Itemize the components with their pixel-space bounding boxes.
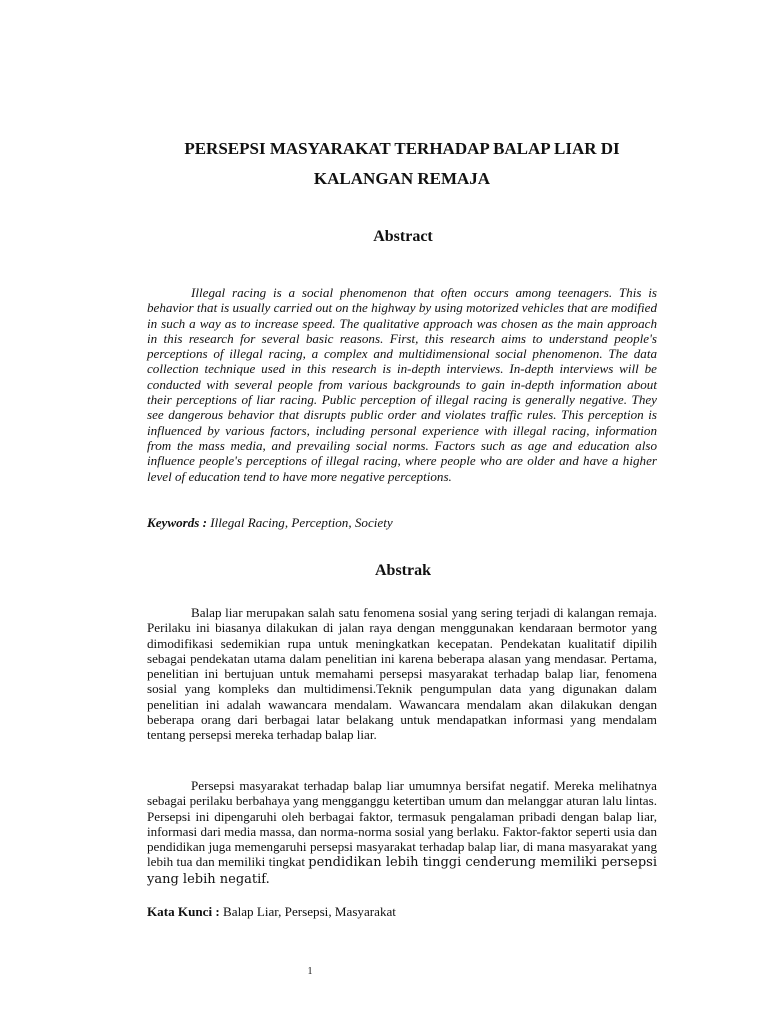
abstrak-paragraph-2	[147, 778, 657, 887]
page-number: 1	[307, 966, 313, 977]
paper-title	[140, 134, 664, 194]
keywords-values: Illegal Racing, Perception, Society	[210, 515, 393, 530]
kata-kunci-values: Balap Liar, Persepsi, Masyarakat	[223, 904, 396, 919]
abstract-body: Illegal racing is a social phenomenon that often occurs among teenagers. This is behavior that is usually carried out on the highway by using motorized vehicles that are modified in such a way as to increase speed. The qualitative approach was chosen as the main approach in this research for several basic reasons. First, this research aims to understand people's perceptions of illegal racing, a complex and multidimensional social phenomenon. The data collection technique used in this research is in-depth interviews. In-depth interviews will be conducted with several people from various backgrounds to gain in-depth information about their perceptions of liar racing. Public perception of illegal racing is generally negative. They see dangerous behavior that disrupts public order and violates traffic rules. This perception is influenced by various factors, including personal experience with illegal racing, information from the mass media, and prevailing social norms. Factors such as age and education also influence people's perceptions of illegal racing, where people who are older and have a higher level of education tend to have more negative perceptions.	[147, 285, 657, 484]
keywords-english	[147, 515, 657, 530]
abstrak-paragraph-1: Balap liar merupakan salah satu fenomena sosial yang sering terjadi di kalangan remaja. Perilaku ini biasanya dilakukan di jalan raya dengan menggunakan kendaraan bermotor yang dimodifikasi sedemikian rupa untuk meningkatkan kecepatan. Pendekatan kualitatif dipilih sebagai pendekatan utama dalam penelitian ini karena beberapa alasan yang mendasar. Pertama, penelitian ini bertujuan untuk memahami persepsi masyarakat terhadap balap liar, fenomena sosial yang kompleks dan multidimensi.Teknik pengumpulan data yang digunakan dalam penelitian ini adalah wawancara mendalam. Wawancara mendalam akan dilakukan dengan beberapa orang dari berbagai latar belakang untuk mendapatkan informasi yang mendalam tentang persepsi mereka terhadap balap liar.	[147, 605, 657, 743]
abstrak-paragraph-2-main: Persepsi masyarakat terhadap balap liar umumnya bersifat negatif. Mereka melihatnya sebagai perilaku berbahaya yang mengganggu ketertiban umum dan melanggar aturan lalu lintas. Persepsi ini dipengaruhi oleh berbagai faktor, termasuk pengalaman pribadi dengan balap liar, informasi dari media massa, dan norma-norma sosial yang berlaku. Faktor-faktor seperti usia dan pendidikan juga memengaruhi persepsi masyarakat terhadap balap liar, di mana masyarakat yang lebih tua dan memiliki tingkat	[147, 778, 657, 870]
abstrak-paragraph-2-last-line: pendidikan lebih tinggi cenderung memiliki persepsi yang lebih negatif.	[147, 855, 657, 887]
paper-title-line-2: KALANGAN REMAJA	[313, 169, 491, 188]
keywords-label: Keywords :	[147, 515, 208, 530]
abstract-heading: Abstract	[373, 228, 433, 245]
paper-title-line-1: PERSEPSI MASYARAKAT TERHADAP BALAP LIAR DI	[184, 139, 620, 158]
kata-kunci-label: Kata Kunci :	[147, 904, 220, 919]
keywords-indonesian	[147, 904, 657, 919]
abstrak-heading: Abstrak	[374, 562, 431, 579]
